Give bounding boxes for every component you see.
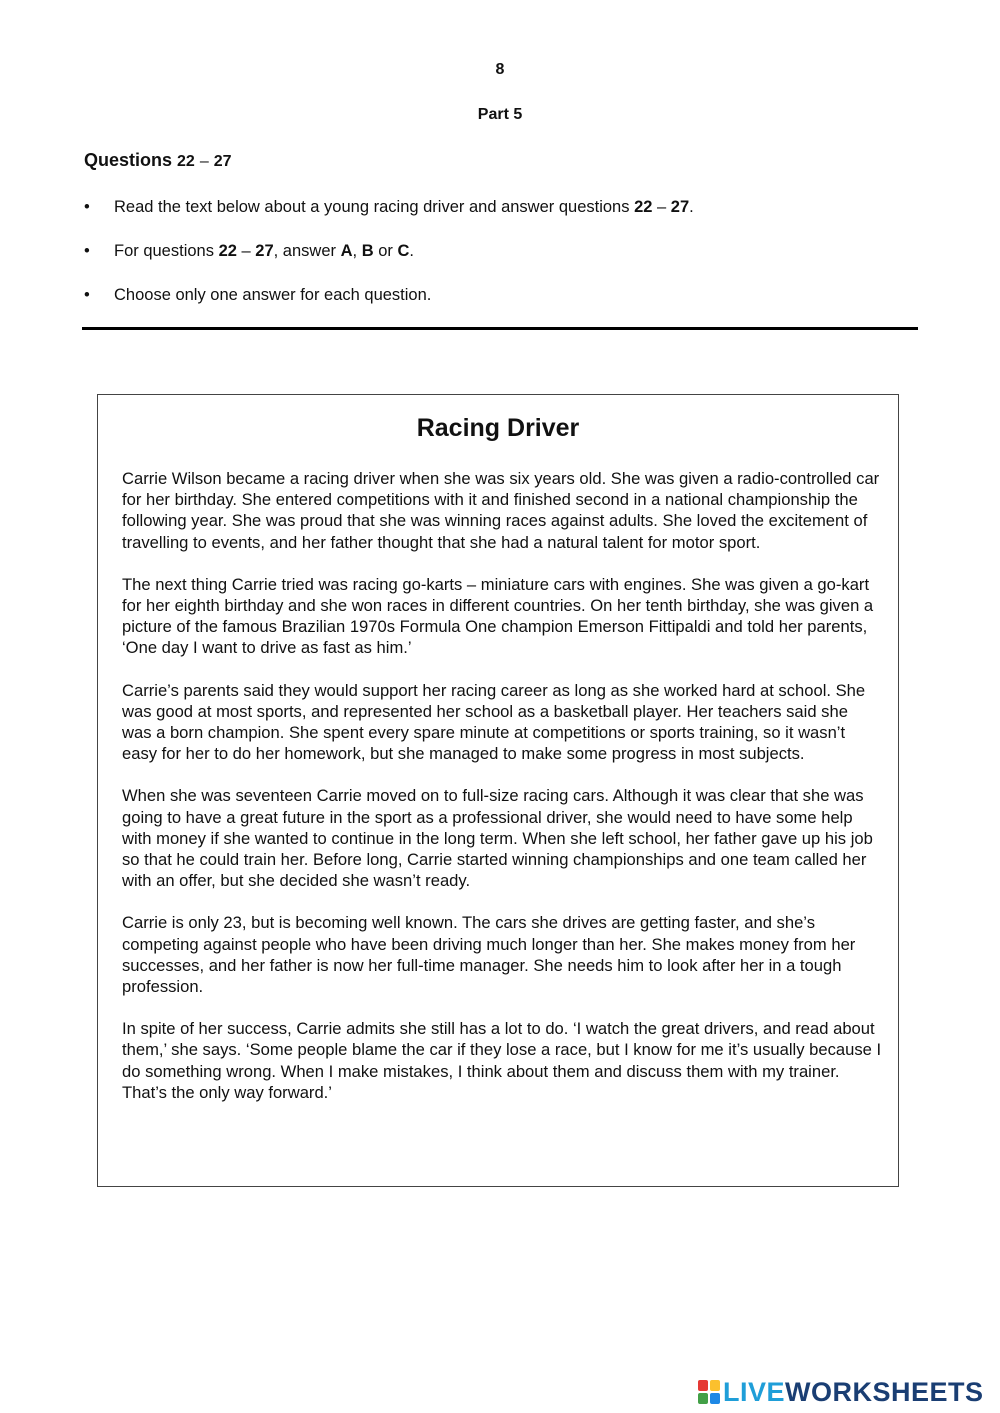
- questions-heading: [84, 150, 232, 171]
- logo-mark-icon: [698, 1380, 720, 1404]
- dash: –: [236, 242, 256, 260]
- instruction-text: For questions: [114, 242, 219, 260]
- dash: –: [652, 198, 671, 216]
- instruction-item: [84, 240, 914, 262]
- question-number: 27: [670, 198, 690, 216]
- questions-label: Questions: [84, 150, 173, 170]
- paragraph: Carrie is only 23, but is becoming well known. The cars she drives are getting faster, and she’s competing against people who have been driving much longer than her. She makes money from her successes, and her father is now her full-time manager. She needs him to look after her in a tough profession.: [122, 913, 856, 997]
- logo-square: [698, 1380, 708, 1391]
- instruction-item: [84, 196, 914, 218]
- logo-square: [698, 1393, 708, 1404]
- logo-text-live: LIVE: [723, 1376, 786, 1407]
- reading-text-box: [97, 394, 899, 1187]
- part-title: Part 5: [477, 106, 523, 123]
- logo-text: [723, 1377, 984, 1408]
- question-number: 22: [634, 198, 653, 216]
- logo-square: [710, 1393, 720, 1404]
- logo-text-worksheets: WORKSHEETS: [785, 1376, 984, 1407]
- option-letter: A: [340, 242, 353, 260]
- liveworksheets-logo[interactable]: [698, 1377, 984, 1407]
- article-body: [122, 468, 882, 1124]
- questions-range-end: 27: [213, 153, 232, 170]
- paragraph: Carrie Wilson became a racing driver when she was six years old. She was given a radio-controlled car for her birthday. She entered competitions with it and finished second in a national championship the following year. She was proud that she was winning races against adults. She loved the excitement of travelling to events, and her father thought that she had a natural talent for motor sport.: [122, 469, 880, 552]
- punctuation: .: [409, 242, 414, 260]
- questions-range-dash: –: [199, 153, 209, 170]
- page-number: 8: [495, 61, 505, 78]
- paragraph: The next thing Carrie tried was racing go-karts – miniature cars with engines. She was given a go-kart for her eighth birthday and she won races in different countries. On her tenth birthday, she was given a picture of the famous Brazilian 1970s Formula One champion Emerson Fittipaldi and told her parents, ‘One day I want to drive as fast as him.’: [122, 574, 874, 658]
- instruction-text: , answer: [273, 242, 341, 260]
- instruction-text: Read the text below about a young racing driver and answer questions: [114, 198, 635, 216]
- bullet: •: [84, 198, 90, 216]
- question-number: 27: [255, 242, 274, 260]
- divider: [82, 327, 918, 330]
- paragraph: In spite of her success, Carrie admits she still has a lot to do. ‘I watch the great drivers, and read about them,’ she says. ‘Some people blame the car if they lose a race, but I know for me it’s usually because I do something wrong. When I make mistakes, I think about them and discuss them with my trainer. That’s the only way forward.’: [122, 1019, 882, 1102]
- paragraph: When she was seventeen Carrie moved on to full-size racing cars. Although it was clear that she was going to have a great future in the sport as a professional driver, she would need to have some help with money if she wanted to continue in the long term. When she left school, her father gave up his job so that he could train her. Before long, Carrie started winning championships and one team called her with an offer, but she decided she wasn’t ready.: [122, 786, 873, 891]
- questions-range-start: 22: [177, 153, 195, 170]
- option-letter: B: [361, 242, 374, 260]
- instruction-text: or: [373, 242, 398, 260]
- article-title: Racing Driver: [416, 414, 580, 442]
- instruction-item: [84, 284, 914, 306]
- bullet: •: [84, 242, 90, 260]
- paragraph: Carrie’s parents said they would support her racing career as long as she worked hard at school. She was good at most sports, and represented her school as a basketball player. Her teachers said she was a born champion. She spent every spare minute at competitions or sports training, so it wasn’t easy for her to do her homework, but she managed to make some progress in most subjects.: [122, 680, 866, 764]
- punctuation: ,: [352, 242, 362, 260]
- question-number: 22: [218, 242, 237, 260]
- instruction-text: Choose only one answer for each question.: [114, 286, 432, 304]
- bullet: •: [84, 286, 90, 304]
- option-letter: C: [397, 242, 410, 260]
- instructions-list: [84, 196, 914, 328]
- punctuation: .: [689, 198, 694, 216]
- logo-square: [710, 1380, 720, 1391]
